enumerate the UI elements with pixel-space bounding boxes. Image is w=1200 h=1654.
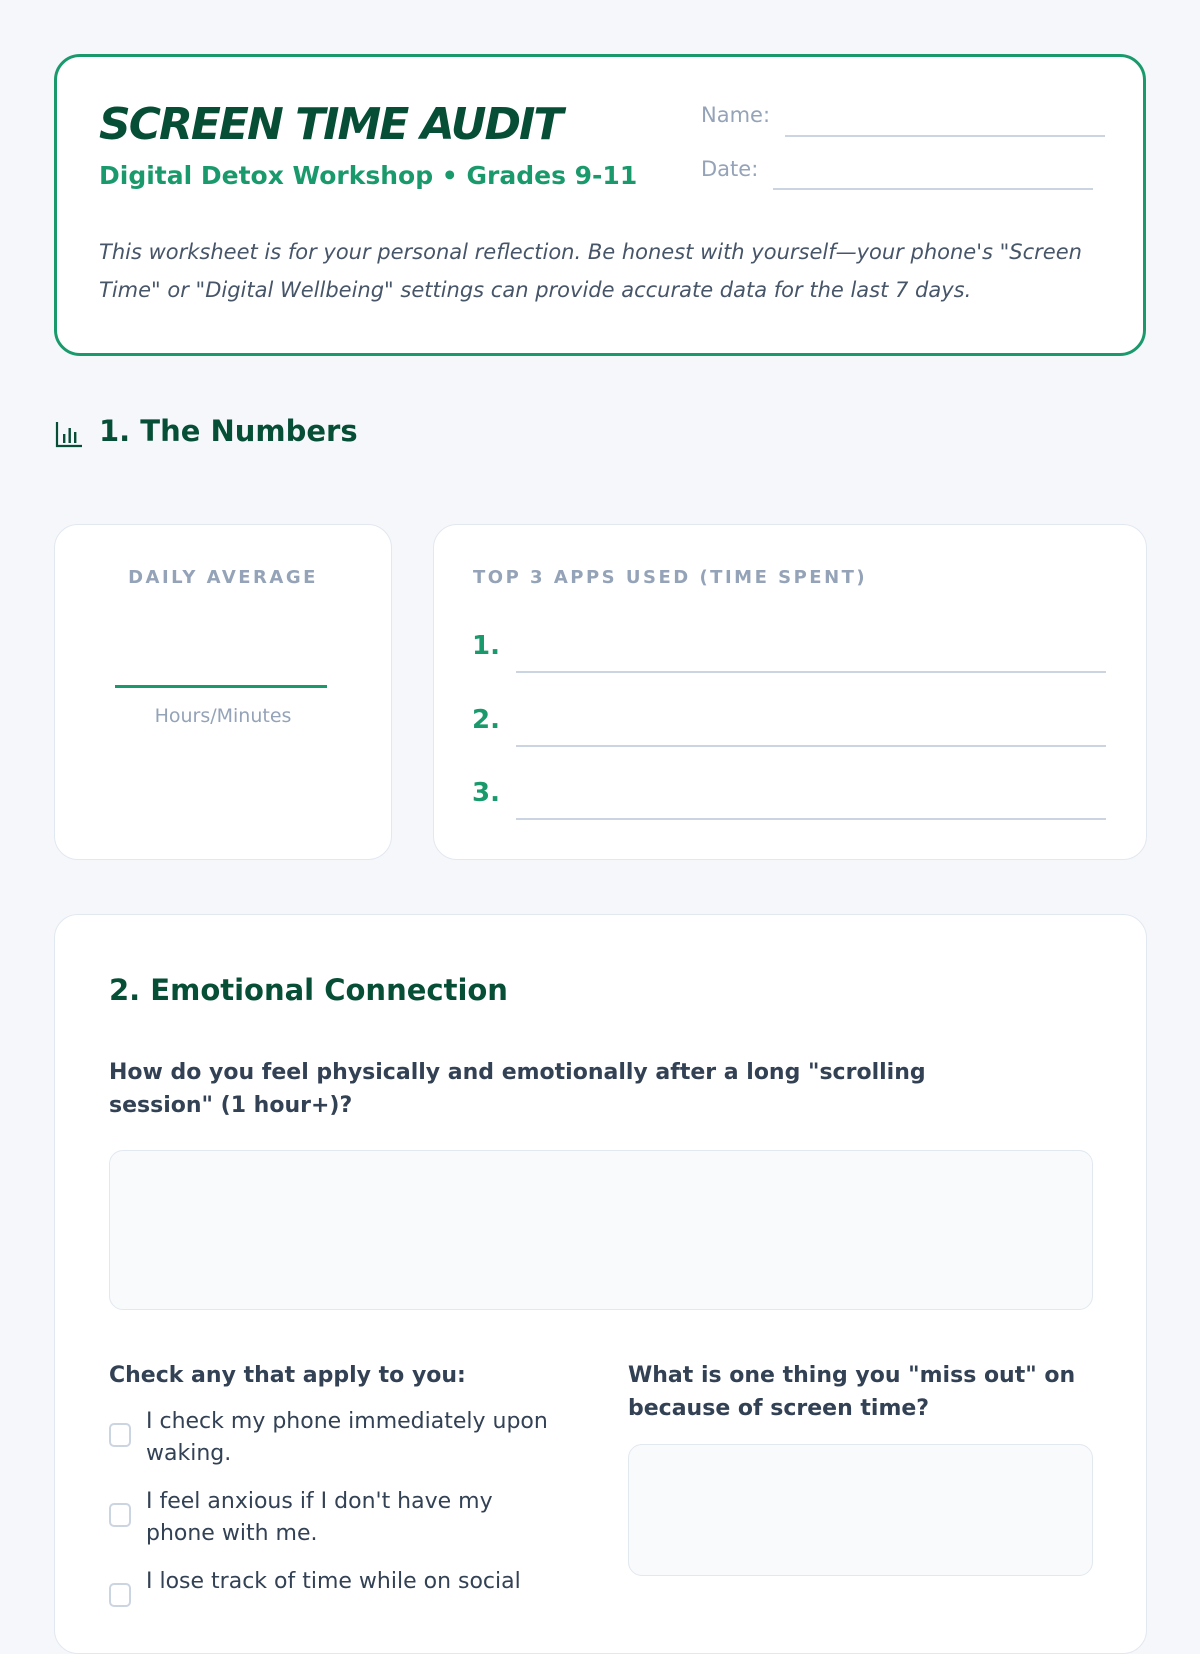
daily-average-card [54,524,392,860]
page-subtitle: Digital Detox Workshop • Grades 9-11 [99,161,638,190]
checklist-item-text: I check my phone immediately upon waking. [146,1409,548,1466]
top-apps-label: TOP 3 APPS USED (TIME SPENT) [473,567,868,588]
intro-text: This worksheet is for your personal reflection. Be honest with yourself—your phone's "Screen Time" or "Digital Wellbeing" settings can provide accurate data for the last 7 days. [99,240,1082,302]
miss-out-answer[interactable] [628,1444,1093,1576]
daily-average-label: DAILY AVERAGE [128,567,318,588]
emotional-connection-card [54,914,1147,1654]
app-number-3: 3. [472,778,500,808]
bar-chart-icon [55,420,83,448]
name-label: Name: [701,103,771,127]
checkbox[interactable] [109,1583,131,1607]
app-field-1[interactable] [516,671,1106,673]
checklist-item-text: I feel anxious if I don't have my phone with me. [146,1489,493,1546]
top-apps-card [433,524,1147,860]
checklist-label: Check any that apply to you: [109,1363,466,1388]
app-number-1: 1. [472,631,500,661]
checkbox[interactable] [109,1503,131,1527]
date-label: Date: [701,157,759,181]
checklist-item-text: I lose track of time while on social [146,1569,521,1594]
date-field[interactable] [773,188,1093,190]
scrolling-feelings-answer[interactable] [109,1150,1093,1310]
daily-average-field[interactable] [115,685,327,688]
section-1-heading: 1. The Numbers [99,414,358,448]
page-title: SCREEN TIME AUDIT [99,99,562,150]
header-card [54,54,1146,356]
checkbox[interactable] [109,1423,131,1447]
question-miss-out: What is one thing you "miss out" on because of screen time? [628,1363,1076,1421]
daily-average-unit: Hours/Minutes [154,705,292,727]
app-field-2[interactable] [516,745,1106,747]
app-number-2: 2. [472,705,500,735]
question-scrolling-feelings: How do you feel physically and emotionally after a long "scrolling session" (1 hour+)? [109,1060,926,1118]
section-2-heading: 2. Emotional Connection [109,973,508,1007]
name-field[interactable] [785,135,1105,137]
app-field-3[interactable] [516,818,1106,820]
